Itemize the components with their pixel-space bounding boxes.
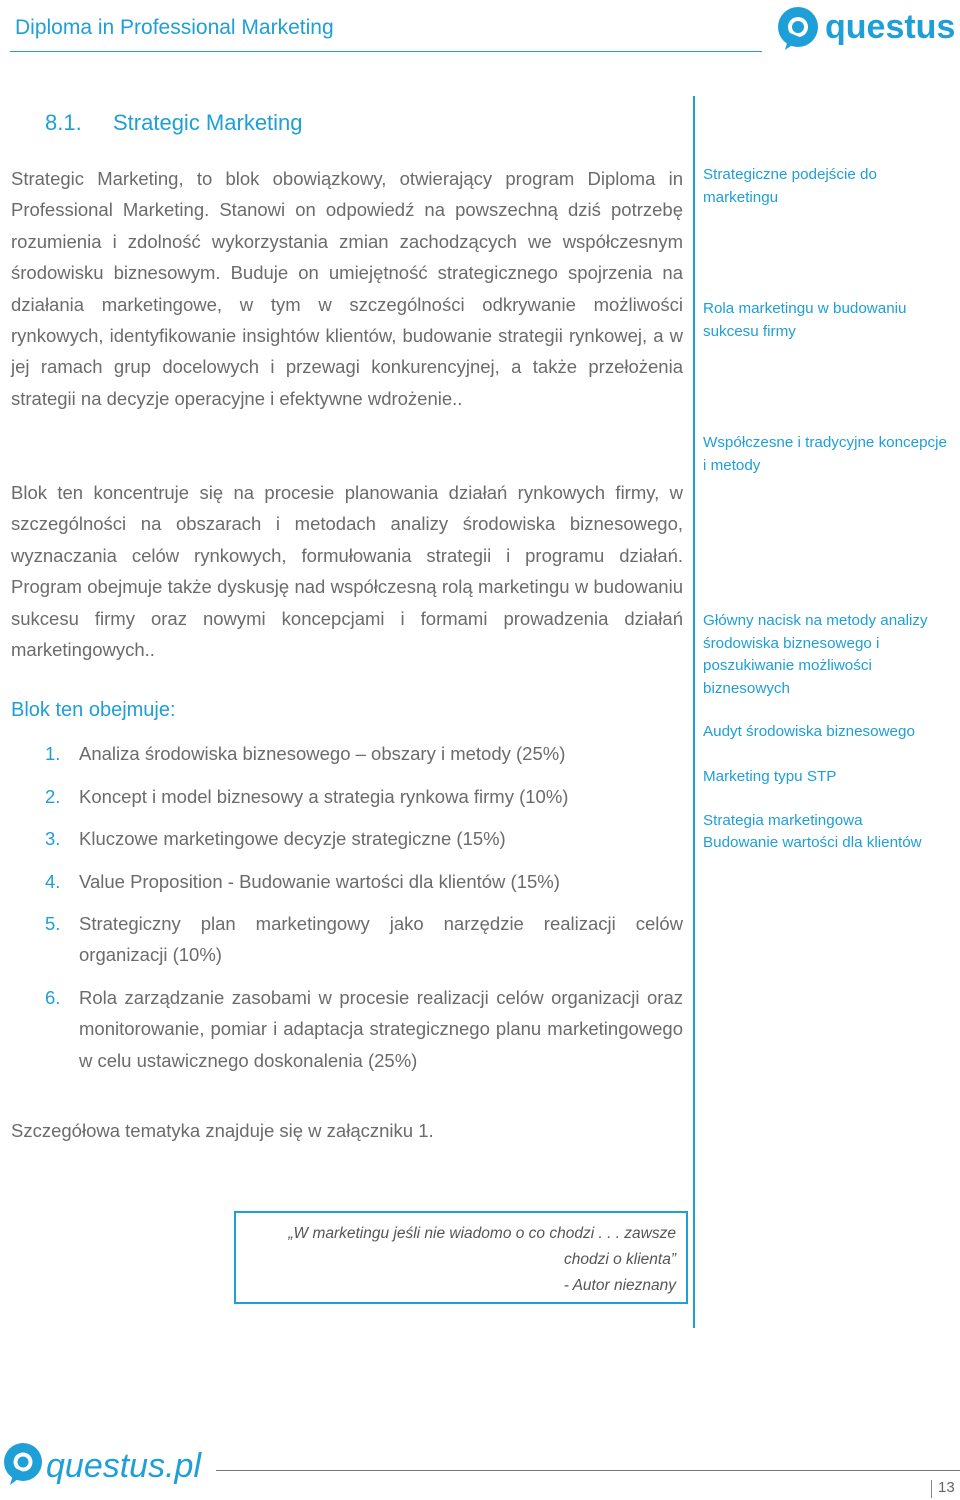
program-item xyxy=(45,982,683,1076)
header-divider xyxy=(10,51,762,52)
sidebar-note: Strategiczne podejście do marketingu xyxy=(703,166,877,206)
section-heading xyxy=(45,110,303,136)
sidebar-note: Główny nacisk na metody analizy środowiska biznesowego i poszukiwanie możliwości biznesowych xyxy=(703,612,928,697)
footer-logo-mark-icon xyxy=(4,1443,42,1485)
section-title: Strategic Marketing xyxy=(113,110,303,135)
program-item xyxy=(45,823,683,854)
focus-paragraph: Blok ten koncentruje się na procesie planowania działań rynkowych firmy, w szczególności na obszarach i metodach analizy środowiska biznesowego, wyznaczania celów rynkowych, formułowania strategii i programu działań. Program obejmuje także dyskusję nad współczesną rolą marketingu w budowaniu sukcesu firmy oraz nowymi koncepcjami i formami prowadzenia działań marketingowych.. xyxy=(11,482,683,661)
questus-logo xyxy=(773,2,960,57)
program-item-number: 4. xyxy=(45,871,61,892)
sidebar-note: Rola marketingu w budowaniu sukcesu firmy xyxy=(703,300,907,340)
program-item-text: Koncept i model biznesowy a strategia rynkowa firmy (10%) xyxy=(79,786,569,807)
footer-logo xyxy=(0,1440,210,1495)
footer-divider xyxy=(216,1470,960,1471)
page-number-separator xyxy=(931,1480,932,1498)
sidebar-note: Budowanie wartości dla klientów xyxy=(703,834,922,851)
quote-line: chodzi o klienta” xyxy=(563,1251,676,1268)
program-item-text: Analiza środowiska biznesowego – obszary i metody (25%) xyxy=(79,743,566,764)
program-item-number: 2. xyxy=(45,786,61,807)
logo-wordmark: questus xyxy=(825,8,956,46)
program-item-number: 1. xyxy=(45,743,61,764)
quote-box xyxy=(234,1211,688,1304)
column-divider xyxy=(693,96,695,1328)
attachment-note: Szczegółowa tematyka znajduje się w załączniku 1. xyxy=(11,1120,434,1141)
program-heading: Blok ten obejmuje: xyxy=(11,699,176,721)
program-item-number: 6. xyxy=(45,987,61,1008)
program-item-number: 5. xyxy=(45,913,61,934)
quote-author: - Autor nieznany xyxy=(563,1277,676,1294)
sidebar-note: Audyt środowiska biznesowego xyxy=(703,723,915,740)
sidebar-note: Współczesne i tradycyjne koncepcje i metody xyxy=(703,434,947,474)
program-item-text: Strategiczny plan marketingowy jako narzędzie realizacji celów organizacji (10%) xyxy=(79,913,683,966)
page-number: 13 xyxy=(938,1479,955,1496)
quote-text xyxy=(266,1221,676,1299)
program-item xyxy=(45,738,683,769)
footer-logo-wordmark: questus.pl xyxy=(46,1447,201,1485)
program-item-text: Kluczowe marketingowe decyzje strategiczne (15%) xyxy=(79,828,506,849)
program-item xyxy=(45,866,683,897)
quote-line: „W marketingu jeśli nie wiadomo o co chodzi . . . zawsze xyxy=(288,1225,676,1242)
program-item-text: Value Proposition - Budowanie wartości dla klientów (15%) xyxy=(79,871,560,892)
program-item-number: 3. xyxy=(45,828,61,849)
document-header-title: Diploma in Professional Marketing xyxy=(15,16,334,39)
program-item-text: Rola zarządzanie zasobami w procesie realizacji celów organizacji oraz monitorowanie, pomiar i adaptacja strategicznego planu marketingowego w celu ustawicznego doskonalenia (25%) xyxy=(79,987,683,1071)
section-number: 8.1. xyxy=(45,110,82,135)
sidebar-note: Strategia marketingowa xyxy=(703,812,863,829)
program-item xyxy=(45,908,683,971)
sidebar-note: Marketing typu STP xyxy=(703,768,837,785)
program-item xyxy=(45,781,683,812)
intro-paragraph: Strategic Marketing, to blok obowiązkowy, otwierający program Diploma in Professional Marketing. Stanowi on odpowiedź na powszechną dziś potrzebę rozumienia i zdolność wykorzystania zmian zachodzących we współczesnym środowisku biznesowym. Buduje on umiejętność strategicznego spojrzenia na działania marketingowe, w tym w szczególności odkrywanie możliwości rynkowych, identyfikowanie insightów klientów, budowanie strategii rynkowej, a w jej ramach grup docelowych i przewagi konkurencyjnej, a także przełożenia strategii na decyzje operacyjne i efektywne wdrożenie.. xyxy=(11,168,683,409)
questus-logo-mark-icon xyxy=(778,7,818,50)
